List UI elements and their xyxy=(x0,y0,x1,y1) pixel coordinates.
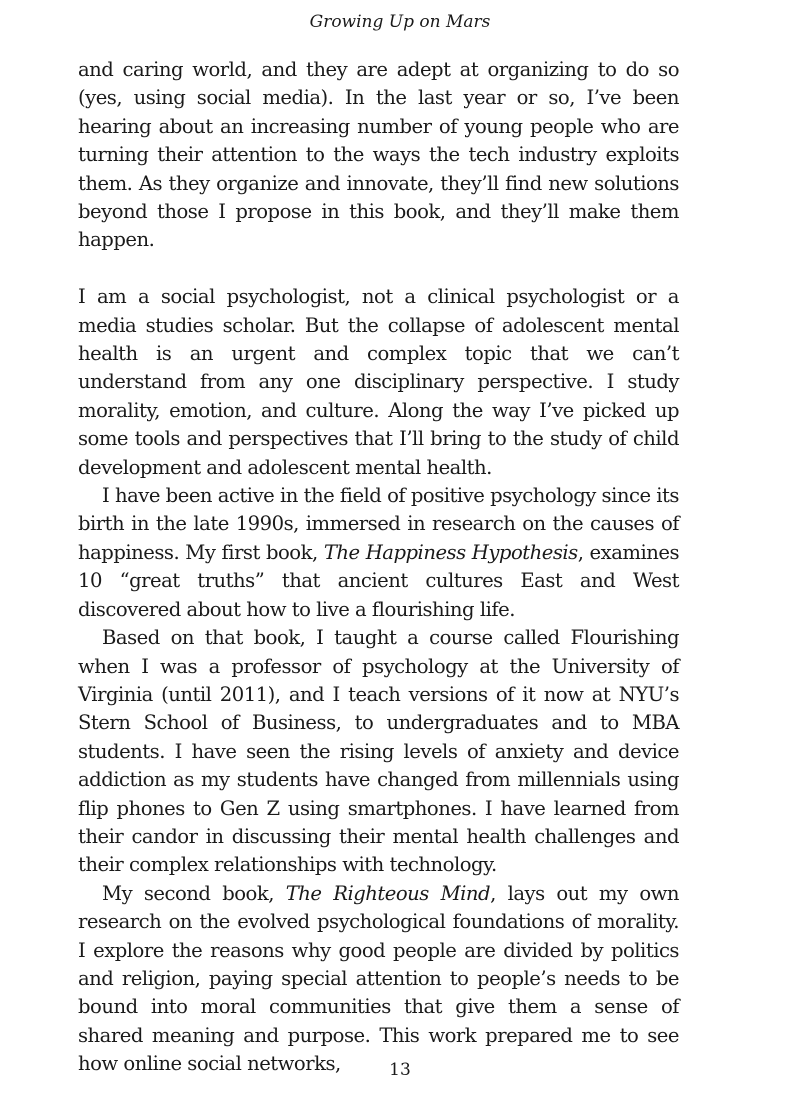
body-text xyxy=(78,56,679,1079)
book-title-happiness-hypothesis: The Happiness Hypothesis xyxy=(323,540,578,564)
paragraph-flourishing-course: Based on that book, I taught a course called Flourishing when I was a professor of psychology at the University of Virginia (until 2011), and I teach versions of it now at NYU’s Stern School of Business, to undergraduates and to MBA students. I have seen the rising levels of anxiety and device addiction as my students have changed from millennials using flip phones to Gen Z using smartphones. I have learned from their candor in discussing their mental health challenges and their complex relationships with technology. xyxy=(78,626,679,877)
paragraph-text: I have been active in the field of positive psychology since its birth in the late 1990s, immersed in research on the causes of happiness. My first book, xyxy=(78,484,679,564)
paragraph-text: My second book, xyxy=(102,881,286,905)
paragraph-text: , lays out my own research on the evolved psychological foundations of morality. I explore the reasons why good people are divided by politics and religion, paying special attention to people’s needs to be bound into moral communities that give them a sense of shared meaning and purpose. This work prepared me to see how online social networks, xyxy=(78,881,680,1076)
paragraph-righteous-mind xyxy=(78,880,679,1079)
book-title-righteous-mind: The Righteous Mind xyxy=(285,881,491,905)
running-header: Growing Up on Mars xyxy=(309,12,491,32)
paragraph-continuation: and caring world, and they are adept at organizing to do so (yes, using social media). In the last year or so, I’ve been hearing about an increasing number of young people who are turning their attention to the ways the tech industry exploits them. As they organize and innovate, they’ll find new solutions beyond those I propose in this book, and they’ll make them happen. xyxy=(78,58,679,252)
paragraph-social-psychologist: I am a social psychologist, not a clinical psychologist or a media studies scholar. But the collapse of adolescent mental health is an urgent and complex topic that we can’t understand from any one disciplinary perspective. I study morality, emotion, and culture. Along the way I’ve picked up some tools and perspectives that I’ll bring to the study of child development and adolescent mental health. xyxy=(78,285,679,479)
page-number: 13 xyxy=(389,1060,411,1080)
paragraph-text: , examines 10 “great truths” that ancient cultures East and West discovered about how to live a flourishing life. xyxy=(78,540,679,621)
paragraph-positive-psychology xyxy=(78,482,679,624)
